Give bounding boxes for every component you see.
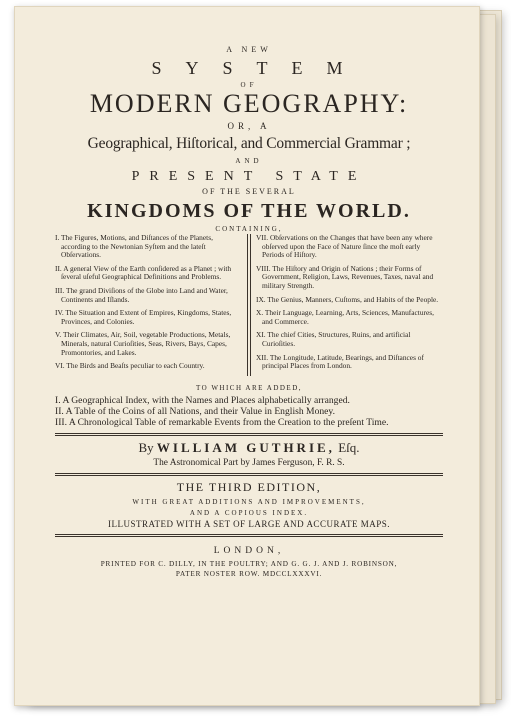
system-heading: SYSTEM bbox=[151, 58, 367, 78]
contents-item: VI. The Birds and Beaſts peculiar to each Country. bbox=[55, 361, 205, 371]
contents-item: I. The Figures, Motions, and Diſtances of the Planets, according to the Newtonian Syſtem and the lateſt Obſervations. bbox=[55, 233, 213, 260]
title-page bbox=[14, 6, 480, 706]
author-esq: Eſq. bbox=[338, 439, 360, 455]
and-heading: AND bbox=[235, 157, 263, 165]
of-heading: OF bbox=[240, 81, 258, 89]
divider-rule bbox=[55, 534, 443, 537]
edition-heading: THE THIRD EDITION, bbox=[176, 479, 322, 494]
or-a-heading: OR, A bbox=[227, 121, 271, 131]
contents-item: IV. The Situation and Extent of Empires, Kingdoms, States, Provinces, and Colonies. bbox=[55, 308, 232, 326]
author-by: By bbox=[138, 439, 154, 455]
author-name: WILLIAM GUTHRIE, bbox=[156, 439, 335, 455]
title-page-content bbox=[55, 45, 443, 578]
maps-line: ILLUSTRATED WITH A SET OF LARGE AND ACCURATE MAPS. bbox=[108, 518, 390, 529]
contents-item: XI. The chief Cities, Structures, Ruins, and artificial Curioſities. bbox=[256, 330, 411, 348]
contents-item: VIII. The Hiſtory and Origin of Nations ; their Forms of Government, Religion, Laws, Revenues, Taxes, naval and military Strength. bbox=[256, 263, 434, 290]
divider-rule bbox=[55, 473, 443, 476]
contents-item: II. A general View of the Earth conſidered as a Planet ; with ſeveral uſeful Geographical Definitions and Problems. bbox=[55, 263, 232, 282]
additions-line: WITH GREAT ADDITIONS AND IMPROVEMENTS, bbox=[132, 497, 366, 506]
london-imprint: LONDON, bbox=[213, 545, 285, 556]
containing-heading: CONTAINING, bbox=[215, 225, 283, 233]
added-item: II. A Table of the Coins of all Nations, and their Value in English Money. bbox=[55, 405, 335, 417]
subtitle-grammar: Geographical, Hiſtorical, and Commercial Grammar ; bbox=[87, 135, 411, 152]
contents-item: V. Their Climates, Air, Soil, vegetable Productions, Metals, Minerals, natural Curioſities, Seas, Rivers, Bays, Capes, Promontories, and Lakes. bbox=[55, 330, 231, 357]
added-item: III. A Chronological Table of remarkable Events from the Creation to the preſent Time. bbox=[55, 416, 389, 428]
kingdoms-title: KINGDOMS OF THE WORLD. bbox=[87, 200, 411, 222]
added-heading: TO WHICH ARE ADDED, bbox=[195, 383, 303, 392]
pater-noster-line: PATER NOSTER ROW. MDCCLXXXVI. bbox=[175, 569, 323, 578]
astronomical-credit: The Astronomical Part by James Ferguson, F. R. S. bbox=[153, 457, 345, 468]
author-line bbox=[55, 440, 443, 456]
contents-columns bbox=[55, 234, 443, 376]
of-the-several-heading: OF THE SEVERAL bbox=[202, 187, 296, 196]
printer-line: PRINTED FOR C. DILLY, IN THE POULTRY; AND G. G. J. AND J. ROBINSON, bbox=[100, 559, 398, 568]
contents-left-column bbox=[55, 234, 248, 376]
contents-item: XII. The Longitude, Latitude, Bearings, and Diſtances of principal Places from London. bbox=[256, 352, 424, 371]
a-new-heading: A NEW bbox=[226, 45, 272, 54]
contents-item: X. Their Language, Learning, Arts, Sciences, Manufactures, and Commerce. bbox=[256, 308, 434, 326]
contents-item: III. The grand Diviſions of the Globe into Land and Water, Continents and Iſlands. bbox=[55, 285, 228, 304]
contents-item: IX. The Genius, Manners, Cuſtoms, and Habits of the People. bbox=[256, 294, 439, 304]
present-state-heading: PRESENT STATE bbox=[131, 169, 367, 184]
contents-item: VII. Obſervations on the Changes that have been any where obſerved upon the Face of Nature ſince the moſt early Periods of Hiſtory. bbox=[256, 233, 433, 260]
added-item: I. A Geographical Index, with the Names and Places alphabetically arranged. bbox=[55, 394, 350, 406]
divider-rule bbox=[55, 433, 443, 436]
contents-right-column bbox=[248, 234, 443, 376]
index-line: AND A COPIOUS INDEX. bbox=[189, 508, 309, 517]
added-list bbox=[55, 395, 443, 428]
modern-geography-title: MODERN GEOGRAPHY: bbox=[89, 89, 409, 118]
